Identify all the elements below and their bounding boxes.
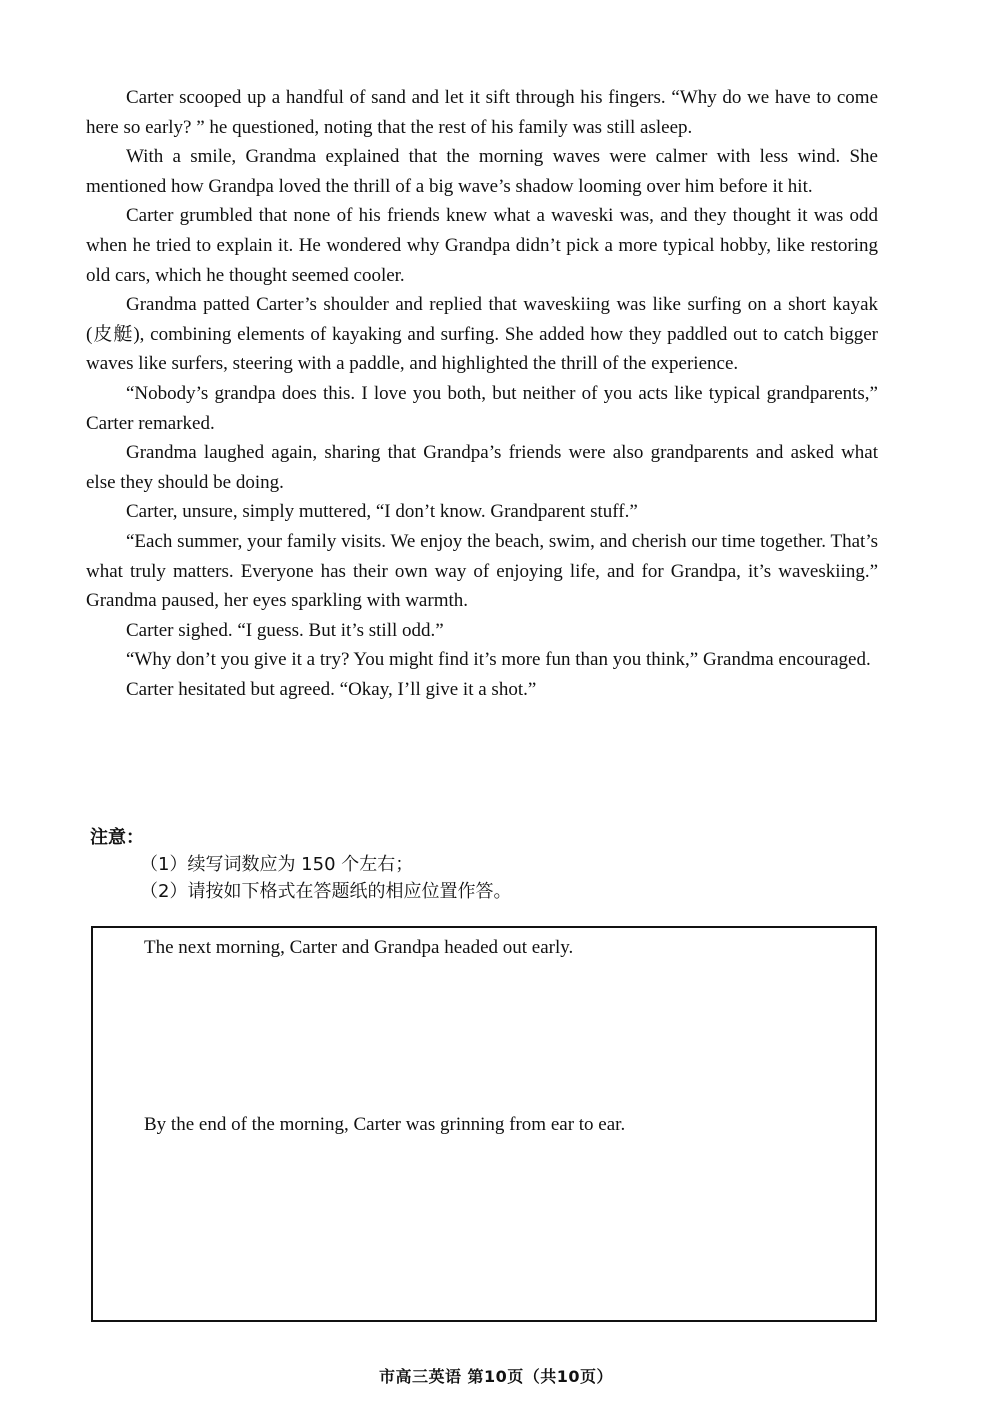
story-paragraph: “Each summer, your family visits. We enjoy the beach, swim, and cherish our time together. That’s what truly matters. Everyone has their own way of enjoying life, and for Grandpa, it’s waveskiing.” Grandma paused, her eyes sparkling with warmth. [86,530,878,612]
story-paragraph: “Nobody’s grandpa does this. I love you both, but neither of you acts like typical grandparents,” Carter remarked. [86,382,878,434]
notes-section [90,824,880,905]
story-paragraph: With a smile, Grandma explained that the morning waves were calmer with less wind. She mentioned how Grandpa loved the thrill of a big wave’s shadow looming over him before it hit. [86,146,878,197]
story-paragraph: Carter hesitated but agreed. “Okay, I’ll give it a shot.” [126,678,537,700]
note-item-word-count: （1）续写词数应为 150 个左右； [140,854,414,875]
note-item-format: （2）请按如下格式在答题纸的相应位置作答。 [140,881,512,902]
notes-title: 注意： [90,827,144,848]
story-passage [86,83,878,704]
story-paragraph: Carter scooped up a handful of sand and let it sift through his fingers. “Why do we have to come here so early? ” he questioned, noting that the rest of his family was still asleep. [86,87,878,138]
story-paragraph: Carter grumbled that none of his friends knew what a waveski was, and they thought it was odd when he tried to explain it. He wondered why Grandpa didn’t pick a more typical hobby, like restoring old cars, which he thought seemed cooler. [86,205,878,286]
story-paragraph: Carter, unsure, simply muttered, “I don’t know. Grandparent stuff.” [126,501,638,523]
opening-sentence: The next morning, Carter and Grandpa headed out early. [144,937,574,958]
page-footer: 市高三英语 第10页（共10页） [378,1367,614,1386]
story-paragraph: Carter sighed. “I guess. But it’s still odd.” [126,619,444,641]
second-paragraph-sentence: By the end of the morning, Carter was grinning from ear to ear. [144,1114,626,1135]
story-paragraph: Grandma patted Carter’s shoulder and replied that waveskiing was like surfing on a short kayak (皮艇), combining elements of kayaking and surfing. She added how they paddled out to catch bigger waves like surfers, steering with a paddle, and highlighted the thrill of the experience. [86,294,878,375]
story-paragraph: Grandma laughed again, sharing that Grandpa’s friends were also grandparents and asked what else they should be doing. [86,442,878,493]
story-paragraph: “Why don’t you give it a try? You might find it’s more fun than you think,” Grandma encouraged. [126,649,871,671]
answer-box [91,926,877,1322]
